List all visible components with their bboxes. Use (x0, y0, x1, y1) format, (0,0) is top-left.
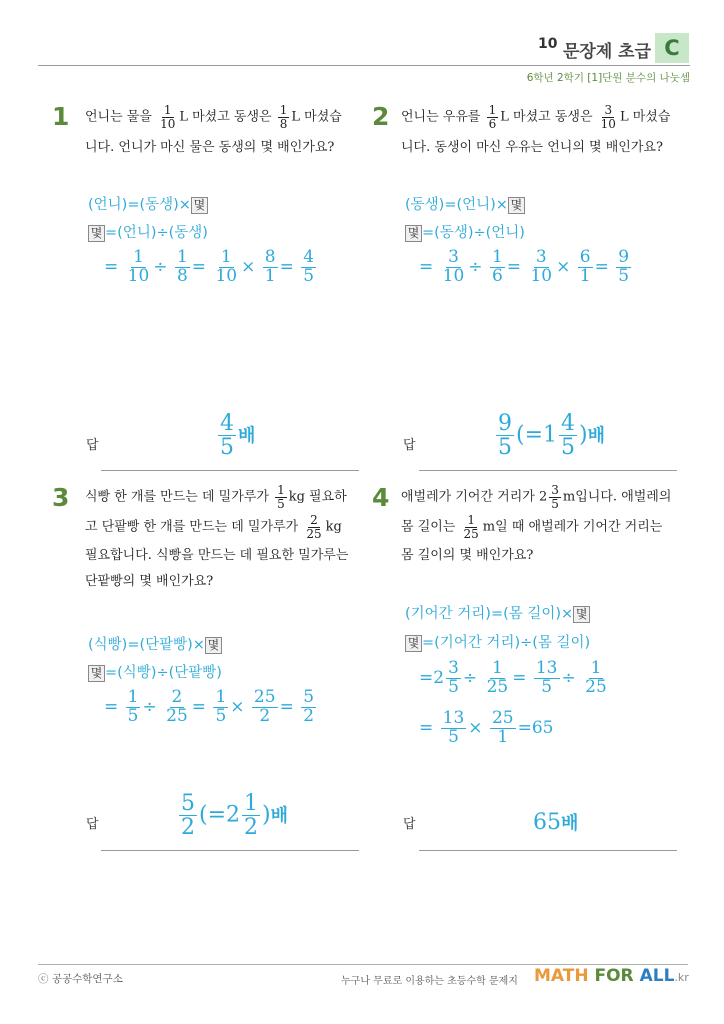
p3-text-d: kg (325, 519, 342, 535)
problem-3-formula: (식빵)=(단팥빵)× 몇 (88, 633, 222, 654)
answer-label-3: 답 (86, 817, 99, 832)
problem-3-text (85, 484, 360, 590)
p4-text-d: m일 때 애벌레가 기어간 거리는 (482, 519, 663, 535)
unknown-box: 몇 (191, 197, 208, 214)
p3-text-line3: 필요합니다. 식빵을 만드는 데 필요한 밀가루는 (85, 548, 349, 564)
problem-2-text (401, 104, 691, 156)
answer-underline-4 (419, 850, 677, 851)
problem-1-text (85, 104, 355, 156)
problem-3-calculation: = $\frac{1}{5}$ ÷ $\frac{2}{25}$ = $\frac{1}{5}$ × $\frac{25}{2}$ = $\frac{5}{2}$ (104, 687, 315, 726)
p2-fraction-2: $\frac{3}{10}$ (600, 103, 616, 131)
p1-text-a: 언니는 물을 (85, 109, 152, 125)
unknown-box: 몇 (405, 635, 422, 652)
problem-1-formula: (언니)=(동생)× 몇 (88, 193, 208, 214)
p2-text-b: L 마셨고 동생은 (500, 109, 593, 125)
p3-fraction-1: $\frac{1}{5}$ (277, 483, 285, 511)
problem-4-answer: 65배 (533, 810, 579, 835)
unknown-box: 몇 (88, 665, 105, 682)
p3-text-a: 식빵 한 개를 만드는 데 밀가루가 (85, 489, 269, 505)
problem-1-formula-2: 몇 =(언니)÷(동생) (88, 221, 208, 242)
problem-2-formula: (동생)=(언니)× 몇 (405, 193, 525, 214)
answer-label-2: 답 (403, 438, 416, 453)
p3-text-c: 고 단팥빵 한 개를 만드는 데 밀가루가 (85, 519, 299, 535)
p4-mixed-whole: 2 (539, 489, 548, 505)
unit-subtitle: 6학년 2학기 [1]단원 분수의 나눗셈 (526, 72, 690, 84)
problem-3-answer: $\frac{5}{2}$ (=2 $\frac{1}{2}$ )배 (181, 791, 289, 841)
unknown-box: 몇 (88, 225, 105, 242)
p3-text-line4: 단팥빵의 몇 배인가요? (85, 574, 214, 590)
p4-text-c: 몸 길이는 (401, 519, 456, 535)
answer-label-1: 답 (86, 438, 99, 453)
problem-4-number: 4 (372, 483, 390, 512)
p1-text-line2: 니다. 언니가 마신 물은 동생의 몇 배인가요? (85, 140, 335, 156)
unknown-box: 몇 (205, 637, 222, 654)
footer-copyright: ⓒ 공공수학연구소 (38, 973, 123, 985)
unknown-box: 몇 (405, 225, 422, 242)
p1-text-c: L 마셨습 (291, 109, 342, 125)
footer-tagline: 누구나 무료로 이용하는 초등수학 문제지 (341, 976, 518, 987)
p1-text-b: L 마셨고 동생은 (179, 109, 272, 125)
problem-4-calculation-1: =2 $\frac{3}{5}$ ÷ $\frac{1}{25}$ = $\frac{13}{5}$ ÷ $\frac{1}{25}$ (419, 658, 607, 697)
p4-fraction-2: $\frac{1}{25}$ (463, 513, 479, 541)
unknown-box: 몇 (573, 606, 590, 623)
level-badge: C (655, 33, 689, 63)
problem-4-calculation-2: = $\frac{13}{5}$ × $\frac{25}{1}$ =65 (419, 708, 554, 747)
problem-1-calculation: = $\frac{1}{10}$ ÷ $\frac{1}{8}$ = $\frac{1}{10}$ × $\frac{8}{1}$ = $\frac{4}{5}$ (104, 247, 315, 286)
chapter-number: 10 (538, 36, 558, 52)
p2-text-c: L 마셨습 (619, 109, 671, 125)
p3-text-b: kg 필요하 (288, 489, 347, 505)
answer-underline-2 (419, 470, 677, 471)
p2-text-a: 언니는 우유를 (401, 109, 481, 125)
p4-text-b: m입니다. 애벌레의 (562, 489, 672, 505)
p4-text-a: 애벌레가 기어간 거리가 (401, 489, 535, 505)
p4-fraction-1: $\frac{3}{5}$ (551, 483, 559, 511)
p3-fraction-2: $\frac{2}{25}$ (306, 513, 322, 541)
footer-rule (38, 964, 688, 965)
p1-fraction-2: $\frac{1}{8}$ (279, 103, 288, 131)
problem-2-formula-2: 몇 =(동생)÷(언니) (405, 221, 525, 242)
problem-2-calculation: = $\frac{3}{10}$ ÷ $\frac{1}{6}$ = $\frac{3}{10}$ × $\frac{6}{1}$ = $\frac{9}{5}$ (419, 247, 630, 286)
p4-text-line3: 몸 길이의 몇 배인가요? (401, 548, 534, 564)
problem-1-number: 1 (52, 102, 70, 131)
brand-logo: MATH FOR ALL.kr (534, 966, 689, 986)
problem-3-formula-2: 몇 =(식빵)÷(단팥빵) (88, 661, 222, 682)
problem-3-number: 3 (52, 483, 70, 512)
problem-2-answer: $\frac{9}{5}$ (=1 $\frac{4}{5}$ )배 (498, 411, 606, 461)
problem-4-text (401, 484, 686, 564)
worksheet-title: 문장제 초급 (563, 42, 652, 62)
p1-fraction-1: $\frac{1}{10}$ (160, 103, 176, 131)
header-rule (38, 65, 690, 66)
problem-1-answer: $\frac{4}{5}$ 배 (220, 411, 256, 461)
unknown-box: 몇 (508, 197, 525, 214)
problem-2-number: 2 (372, 102, 390, 131)
problem-4-formula-2: 몇 =(기어간 거리)÷(몸 길이) (405, 631, 590, 652)
p2-fraction-1: $\frac{1}{6}$ (488, 103, 497, 131)
answer-underline-3 (101, 850, 359, 851)
answer-label-4: 답 (403, 817, 416, 832)
problem-4-formula: (기어간 거리)=(몸 길이)× 몇 (405, 602, 590, 623)
answer-underline-1 (101, 470, 359, 471)
p2-text-line2: 니다. 동생이 마신 우유는 언니의 몇 배인가요? (401, 140, 663, 156)
